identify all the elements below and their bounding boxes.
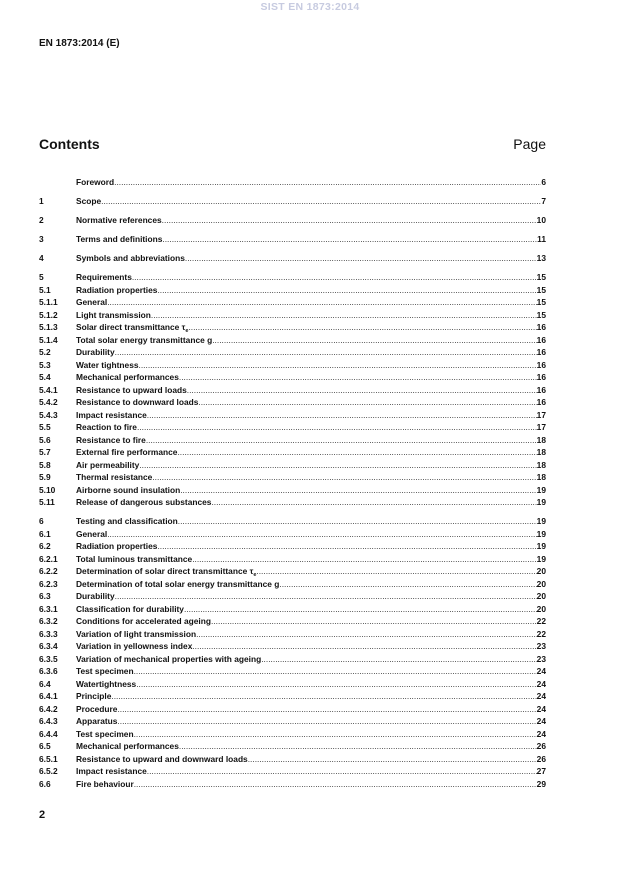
toc-entry-title [76, 284, 157, 297]
toc-entry-number: 5.10 [39, 484, 56, 495]
toc-entry-number: 6.3.6 [39, 666, 58, 676]
toc-entry-title [76, 334, 212, 347]
toc-entry-title [76, 409, 147, 422]
toc-entry-title-text: Test specimen [76, 728, 134, 739]
toc-entry-page: 16 [536, 347, 546, 357]
toc-entry[interactable] [39, 434, 546, 447]
toc-entry-title [76, 309, 151, 322]
toc-entry-page: 24 [536, 666, 546, 676]
toc-entry-title-text: Durability [76, 347, 115, 357]
toc-entry-number: 6.5.1 [39, 753, 58, 764]
toc-entry-title [76, 459, 139, 472]
toc-entry-title [76, 446, 177, 459]
toc-entry-page: 24 [536, 691, 546, 701]
dot-leader [134, 778, 537, 791]
toc-entry-title-text: Durability [76, 591, 115, 601]
toc-entry-title-text: Airborne sound insulation [76, 484, 181, 495]
toc-entry-number: 5 [39, 272, 44, 282]
toc-entry-number: 6.4 [39, 678, 51, 689]
dot-leader [261, 653, 536, 666]
toc-entry-page: 19 [536, 516, 546, 526]
page-number: 2 [39, 809, 46, 821]
toc-entry-title [76, 396, 198, 409]
dot-leader [184, 603, 537, 616]
toc-entry-page: 11 [537, 234, 546, 244]
toc-entry-page: 16 [536, 334, 546, 345]
toc-entry-title [76, 540, 157, 553]
toc-entry-title-text: Variation of light transmission [76, 628, 197, 639]
toc-entry-title-text: Testing and classification [76, 516, 178, 526]
toc-entry-page: 19 [536, 528, 546, 539]
toc-entry-number: 6.2.1 [39, 553, 58, 564]
toc-entry-number: 6.5 [39, 741, 51, 751]
dot-leader [151, 309, 537, 322]
toc-entry-title [76, 753, 248, 766]
toc-entry[interactable] [39, 384, 546, 397]
toc-entry-title-text: Impact resistance [76, 409, 147, 420]
toc-entry[interactable] [39, 615, 546, 628]
toc-entry[interactable] [39, 690, 546, 703]
toc-entry-title [76, 715, 117, 728]
toc-entry-number: 6.4.4 [39, 728, 58, 739]
toc-entry-number: 5.1.2 [39, 309, 58, 320]
dot-leader [139, 359, 537, 372]
toc-entry[interactable] [39, 540, 546, 553]
toc-entry[interactable] [39, 371, 546, 384]
toc-entry-number: 6.5.2 [39, 766, 58, 776]
toc-entry-number: 6.3.1 [39, 603, 58, 614]
toc-entry-page: 20 [536, 578, 546, 589]
toc-entry-page: 19 [536, 553, 546, 564]
toc-entry-title-text: Resistance to upward and downward loads [76, 753, 248, 764]
toc-entry-title-text: General [76, 528, 108, 539]
toc-entry-number: 5.1 [39, 284, 51, 295]
toc-entry[interactable] [39, 590, 546, 603]
toc-entry-number: 5.1.3 [39, 322, 58, 332]
dot-leader [192, 553, 536, 566]
dot-leader [107, 528, 536, 541]
toc-entry-title-text: General [76, 297, 108, 307]
dot-leader [179, 740, 537, 753]
toc-entry-number: 2 [39, 215, 44, 225]
toc-entry-title-text: Terms and definitions [76, 234, 163, 244]
toc-entry-title-text: Watertightness [76, 678, 137, 689]
toc-entry-title-text: Classification for durability [76, 603, 184, 614]
toc-entry-number: 6.4.3 [39, 716, 58, 726]
toc-entry[interactable] [39, 703, 546, 716]
toc-entry[interactable] [39, 446, 546, 459]
toc-entry-number: 5.2 [39, 347, 51, 357]
dot-leader [157, 540, 536, 553]
document-id: EN 1873:2014 (E) [39, 38, 120, 49]
dot-leader [139, 459, 536, 472]
toc-entry-number: 6.2.3 [39, 578, 58, 589]
toc-entry[interactable] [39, 252, 546, 265]
dot-leader [211, 496, 536, 509]
toc-entry-title [76, 728, 134, 741]
toc-entry-title-text: Light transmission [76, 309, 151, 320]
dot-leader [198, 396, 536, 409]
toc-entry-number: 6.3.2 [39, 616, 58, 626]
toc-entry-title [76, 665, 134, 678]
toc-entry-title [76, 296, 107, 309]
toc-entry-title-text: Foreword [76, 177, 115, 187]
dot-leader [147, 765, 537, 778]
toc-entry-title-text: External fire performance [76, 447, 178, 457]
toc-entry-title-text: Reaction to fire [76, 422, 137, 432]
toc-entry-title [76, 252, 185, 265]
toc-entry-title [76, 421, 137, 434]
toc-entry[interactable] [39, 214, 546, 227]
toc-entry-number: 5.4.3 [39, 409, 58, 420]
dot-leader [185, 252, 537, 265]
dot-leader [188, 321, 536, 334]
toc-entry-number: 5.4.1 [39, 384, 58, 395]
toc-entry-title-text: Test specimen [76, 666, 134, 676]
toc-entry-title-text: Total solar energy transmittance g [76, 334, 213, 345]
toc-entry-number: 6.2 [39, 541, 51, 551]
toc-entry-title [76, 778, 134, 791]
toc-entry-number: 6.1 [39, 528, 51, 539]
toc-entry-page: 16 [536, 384, 546, 395]
toc-entry-title [76, 578, 279, 591]
toc-entry-page: 22 [536, 628, 546, 639]
toc-entry[interactable] [39, 471, 546, 484]
toc-entry[interactable] [39, 484, 546, 497]
toc-entry-title [76, 515, 178, 528]
toc-entry-title [76, 640, 192, 653]
dot-leader [134, 728, 537, 741]
toc-entry-title [76, 471, 152, 484]
toc-entry-page: 23 [536, 653, 546, 664]
toc-entry[interactable] [39, 528, 546, 541]
dot-leader [147, 409, 537, 422]
toc-entry-page: 19 [536, 497, 546, 507]
toc-entry[interactable] [39, 740, 546, 753]
toc-entry-number: 5.1.4 [39, 334, 58, 345]
toc-entry-title-text: Thermal resistance [76, 472, 153, 482]
dot-leader [192, 640, 536, 653]
toc-entry-title-text: Radiation properties [76, 541, 158, 551]
toc-entry[interactable] [39, 309, 546, 322]
toc-entry-number: 5.6 [39, 434, 51, 445]
toc-entry-title [76, 371, 179, 384]
toc-entry-title [76, 484, 180, 497]
dot-leader [115, 346, 537, 359]
toc-entry[interactable] [39, 778, 546, 791]
toc-entry-page: 27 [536, 766, 546, 776]
dot-leader [146, 434, 537, 447]
toc-entry[interactable] [39, 578, 546, 591]
toc-entry-title-text: Radiation properties [76, 284, 158, 295]
toc-entry-title-text: Water tightness [76, 359, 139, 370]
toc-entry-page: 17 [536, 422, 546, 432]
dot-leader [212, 334, 536, 347]
dot-leader [137, 421, 537, 434]
toc-entry-number: 5.11 [39, 497, 55, 507]
dot-leader [162, 214, 537, 227]
toc-entry-number: 6.3.3 [39, 628, 58, 639]
toc-entry[interactable] [39, 233, 546, 246]
toc-entry-title [76, 740, 179, 753]
toc-entry-title [76, 653, 261, 666]
toc-entry-page: 24 [536, 703, 546, 714]
toc-entry-title-text: Air permeability [76, 459, 140, 470]
toc-entry-page: 15 [536, 309, 546, 320]
toc-entry[interactable] [39, 678, 546, 691]
toc-entry-page: 24 [536, 716, 546, 726]
dot-leader [179, 371, 537, 384]
toc-entry-page: 17 [536, 409, 546, 420]
dot-leader [152, 471, 536, 484]
dot-leader [178, 515, 537, 528]
toc-entry-title-text: Resistance to fire [76, 434, 146, 445]
toc-entry[interactable] [39, 765, 546, 778]
toc-entry-title-text: Impact resistance [76, 766, 147, 776]
toc-entry-number: 6.3 [39, 591, 51, 601]
dot-leader [187, 384, 537, 397]
toc-entry-number: 6.3.4 [39, 641, 58, 651]
dot-leader [132, 271, 537, 284]
toc-entry-page: 10 [536, 215, 546, 225]
toc-entry[interactable] [39, 553, 546, 566]
toc-entry-title [76, 678, 136, 691]
toc-entry-title [76, 434, 146, 447]
toc-entry-title [76, 496, 211, 509]
toc-entry-title [76, 628, 196, 641]
toc-entry-title-text: Release of dangerous substances [76, 497, 212, 507]
toc-entry-title-text: Variation of mechanical properties with ageing [76, 653, 262, 664]
toc-entry-page: 16 [536, 359, 546, 370]
toc-entry-page: 26 [536, 753, 546, 764]
toc-entry-page: 18 [536, 434, 546, 445]
toc-entry[interactable] [39, 409, 546, 422]
toc-entry-page: 20 [536, 603, 546, 614]
toc-entry-subscript: e [185, 327, 189, 334]
toc-entry[interactable] [39, 628, 546, 641]
toc-entry-number: 6.4.1 [39, 691, 58, 701]
toc-entry-number: 5.7 [39, 447, 51, 457]
toc-entry-title-text: Symbols and abbreviations [76, 253, 185, 263]
toc-entry-page: 13 [536, 253, 546, 263]
toc-entry-page: 18 [536, 447, 546, 457]
toc-entry-number: 6 [39, 516, 44, 526]
dot-leader [162, 233, 537, 246]
toc-entry-title [76, 359, 139, 372]
toc-entry[interactable] [39, 195, 546, 208]
toc-entry-title [76, 603, 184, 616]
toc-entry[interactable] [39, 565, 546, 578]
toc-entry[interactable] [39, 459, 546, 472]
toc-entry-page: 19 [536, 484, 546, 495]
toc-entry-subscript: e [253, 571, 257, 578]
dot-leader [157, 284, 536, 297]
watermark: SIST EN 1873:2014 [260, 1, 360, 13]
toc-entry-number: 6.2.2 [39, 566, 58, 576]
toc-entry-page: 22 [536, 616, 546, 626]
dot-leader [107, 296, 536, 309]
toc-entry[interactable] [39, 296, 546, 309]
toc-entry[interactable] [39, 715, 546, 728]
toc-entry[interactable] [39, 421, 546, 434]
dot-leader [177, 446, 536, 459]
toc-entry-page: 15 [536, 284, 546, 295]
toc-entry-title-text: Principle [76, 691, 112, 701]
dot-leader [111, 690, 536, 703]
toc-entry-title [76, 590, 115, 603]
toc-entry-title [76, 346, 115, 359]
toc-entry-title-text: Total luminous transmittance [76, 553, 193, 564]
toc-entry-page: 20 [536, 566, 546, 576]
toc-entry-page: 16 [536, 397, 546, 407]
toc-entry-title [76, 528, 107, 541]
toc-entry-title [76, 703, 117, 716]
toc-entry-title [76, 214, 162, 227]
toc-entry[interactable] [39, 346, 546, 359]
toc-entry-page: 18 [536, 459, 546, 470]
toc-entry-page: 20 [536, 591, 546, 601]
toc-entry-title [76, 271, 132, 284]
toc-entry[interactable] [39, 640, 546, 653]
toc-entry-title [76, 233, 162, 246]
dot-leader [256, 565, 536, 578]
toc-entry-title-text: Resistance to downward loads [76, 397, 199, 407]
toc-entry-page: 19 [536, 541, 546, 551]
toc-entry-number: 3 [39, 234, 44, 244]
toc-entry-number: 5.3 [39, 359, 51, 370]
toc-entry-page: 29 [536, 778, 546, 789]
toc-entry[interactable] [39, 321, 546, 334]
toc-entry-title-text: Conditions for accelerated ageing [76, 616, 211, 626]
toc-entry-title-text: Mechanical performances [76, 741, 179, 751]
toc-entry-number: 1 [39, 196, 44, 206]
toc-entry-number: 5.5 [39, 422, 51, 432]
toc-entry[interactable] [39, 176, 546, 189]
toc-entry-title-text: Scope [76, 196, 102, 206]
toc-entry-title-text: Determination of solar direct transmittance τ [76, 566, 254, 576]
dot-leader [134, 665, 537, 678]
dot-leader [117, 715, 536, 728]
toc-entry-page: 16 [536, 322, 546, 332]
toc-entry-title-text: Resistance to upward loads [76, 384, 187, 395]
toc-entry[interactable] [39, 359, 546, 372]
dot-leader [136, 678, 536, 691]
toc-entry-title [76, 195, 101, 208]
toc-entry[interactable] [39, 396, 546, 409]
toc-entry[interactable] [39, 653, 546, 666]
toc-entry[interactable] [39, 603, 546, 616]
toc-entry-title-text: Fire behaviour [76, 778, 134, 789]
toc-entry-page: 6 [541, 177, 546, 187]
toc-entry-title [76, 615, 211, 628]
toc-entry[interactable] [39, 496, 546, 509]
dot-leader [117, 703, 536, 716]
toc-entry-title [76, 553, 192, 566]
toc-entry-title [76, 690, 111, 703]
toc-entry-number: 5.4 [39, 372, 51, 382]
dot-leader [101, 195, 541, 208]
toc-entry-title-text: Requirements [76, 272, 132, 282]
toc-entry-title-text: Normative references [76, 215, 162, 225]
dot-leader [180, 484, 536, 497]
toc-entry[interactable] [39, 753, 546, 766]
toc-entry-number: 6.3.5 [39, 653, 58, 664]
toc-entry-number: 4 [39, 253, 44, 263]
toc-entry-page: 7 [541, 196, 546, 206]
toc-entry[interactable] [39, 515, 546, 528]
toc-entry-title-text: Determination of total solar energy transmittance g [76, 578, 280, 589]
toc-entry-title [76, 384, 187, 397]
dot-leader [248, 753, 537, 766]
toc-entry-number: 5.8 [39, 459, 51, 470]
toc-entry[interactable] [39, 728, 546, 741]
toc-entry-page: 15 [536, 297, 546, 307]
toc-entry[interactable] [39, 334, 546, 347]
dot-leader [279, 578, 536, 591]
dot-leader [211, 615, 537, 628]
toc-entry[interactable] [39, 284, 546, 297]
toc-entry-title-text: Apparatus [76, 716, 118, 726]
toc-entry-page: 26 [536, 741, 546, 751]
toc-entry-page: 23 [536, 641, 546, 651]
toc-entry-number: 5.4.2 [39, 397, 58, 407]
toc-entry-title-text: Solar direct transmittance τ [76, 322, 186, 332]
toc-entry-number: 6.6 [39, 778, 51, 789]
toc-entry-number: 5.1.1 [39, 297, 58, 307]
toc-entry-title-text: Mechanical performances [76, 372, 179, 382]
toc-entry-title [76, 176, 114, 189]
toc-entry-title-text: Procedure [76, 703, 118, 714]
toc-entry-number: 5.9 [39, 472, 51, 482]
toc-entry-page: 24 [536, 678, 546, 689]
dot-leader [115, 590, 537, 603]
page-column-heading: Page [513, 136, 546, 152]
toc-entry-page: 24 [536, 728, 546, 739]
contents-title: Contents [39, 136, 100, 152]
toc-entry[interactable] [39, 665, 546, 678]
toc-entry-page: 18 [536, 472, 546, 482]
toc-entry-title-text: Variation in yellowness index [76, 641, 193, 651]
toc-entry-title [76, 765, 147, 778]
toc-entry[interactable] [39, 271, 546, 284]
toc-entry-page: 15 [536, 272, 546, 282]
dot-leader [114, 176, 541, 189]
table-of-contents [39, 176, 546, 790]
toc-entry-page: 16 [536, 372, 546, 382]
dot-leader [196, 628, 537, 641]
toc-entry-number: 6.4.2 [39, 703, 58, 714]
